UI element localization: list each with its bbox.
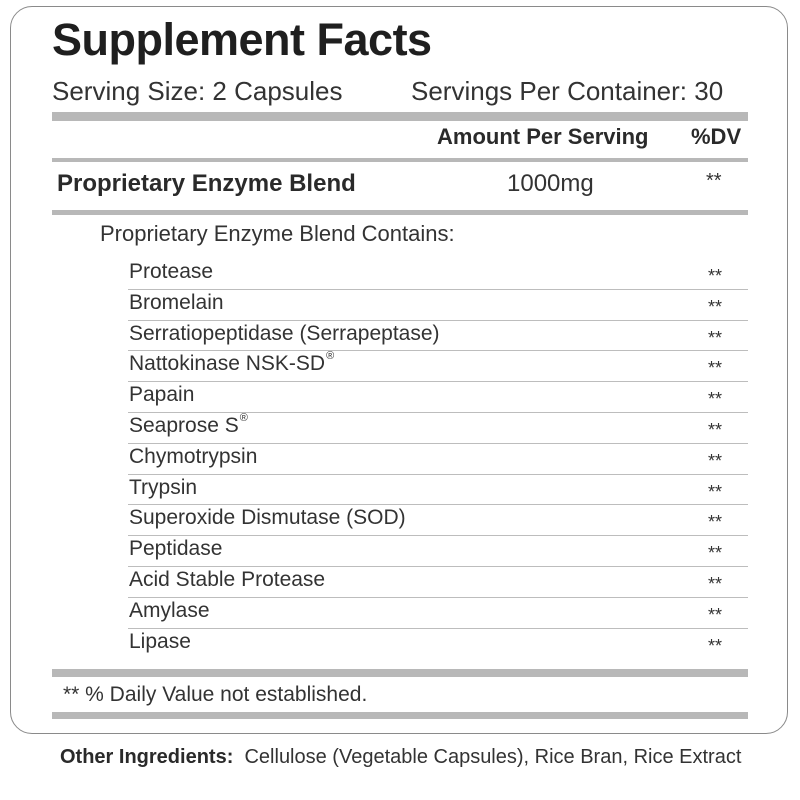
other-ingredients-text: Cellulose (Vegetable Capsules), Rice Bran, Rice Extract: [244, 746, 742, 768]
divider: [52, 210, 748, 215]
serving-size: Serving Size: 2 Capsules: [52, 76, 343, 106]
registered-mark: ®: [239, 411, 248, 424]
ingredient-name-text: Nattokinase NSK-SD: [129, 352, 326, 376]
ingredient-dv: **: [708, 450, 723, 471]
ingredient-name: [129, 291, 224, 315]
footnote: ** % Daily Value not established.: [63, 683, 368, 706]
ingredient-name: [129, 537, 222, 561]
ingredient-name-text: Seaprose S: [129, 413, 239, 437]
ingredient-dv: **: [708, 481, 723, 502]
ingredient-dv: **: [708, 389, 723, 410]
ingredient-name: [129, 260, 213, 284]
registered-mark: ®: [326, 350, 335, 363]
blend-amount: 1000mg: [507, 170, 594, 197]
servings-per-container: Servings Per Container: 30: [411, 76, 724, 106]
ingredient-row: [128, 351, 748, 382]
blend-dv: **: [706, 170, 722, 192]
page-title: Supplement Facts: [52, 14, 432, 65]
ingredient-name: [129, 383, 194, 407]
ingredient-dv: **: [708, 573, 723, 594]
ingredient-list: [128, 259, 748, 659]
ingredient-row: [128, 505, 748, 536]
ingredient-name: [129, 445, 257, 469]
ingredient-dv: **: [708, 635, 723, 656]
dv-header: %DV: [691, 124, 742, 149]
ingredient-row: [128, 475, 748, 506]
ingredient-name-text: Bromelain: [129, 290, 224, 314]
ingredient-row: [128, 259, 748, 290]
ingredient-name: [129, 599, 210, 623]
ingredient-name-text: Trypsin: [129, 475, 198, 499]
ingredient-name-text: Amylase: [129, 598, 210, 622]
ingredient-name-text: Peptidase: [129, 537, 223, 561]
ingredient-name: [129, 352, 334, 376]
ingredient-row: [128, 382, 748, 413]
ingredient-name-text: Serratiopeptidase (Serrapeptase): [129, 321, 440, 345]
ingredient-name: [129, 322, 440, 346]
ingredient-dv: **: [708, 419, 723, 440]
ingredient-name: [129, 476, 197, 500]
ingredient-name: [129, 568, 325, 592]
ingredient-dv: **: [708, 296, 723, 317]
ingredient-row: [128, 444, 748, 475]
ingredient-name-text: Papain: [129, 383, 195, 407]
ingredient-row: [128, 598, 748, 629]
ingredient-name-text: Superoxide Dismutase (SOD): [129, 506, 406, 530]
ingredient-name: [129, 506, 406, 530]
ingredient-name: [129, 411, 248, 438]
ingredient-dv: **: [708, 512, 723, 533]
ingredient-name: [129, 630, 191, 654]
amount-per-serving-header: Amount Per Serving: [437, 124, 649, 149]
ingredient-dv: **: [708, 266, 723, 286]
thick-divider: [52, 712, 748, 719]
divider: [52, 158, 748, 162]
ingredient-dv: **: [708, 327, 723, 348]
ingredient-name-text: Protease: [129, 260, 214, 283]
ingredient-dv: **: [708, 604, 723, 625]
other-ingredients-label: Other Ingredients:: [60, 746, 234, 768]
ingredient-row: [128, 321, 748, 352]
thick-divider: [52, 669, 748, 677]
ingredient-row: [128, 290, 748, 321]
ingredient-name-text: Chymotrypsin: [129, 444, 258, 468]
blend-name: Proprietary Enzyme Blend: [57, 170, 356, 197]
other-ingredients: [60, 742, 760, 773]
ingredient-row: [128, 567, 748, 598]
ingredient-row: [128, 629, 748, 660]
ingredient-row: [128, 413, 748, 444]
ingredient-dv: **: [708, 358, 723, 379]
ingredient-name-text: Lipase: [129, 629, 191, 653]
blend-contains-label: Proprietary Enzyme Blend Contains:: [100, 221, 455, 246]
ingredient-dv: **: [708, 543, 723, 564]
thick-divider: [52, 112, 748, 121]
ingredient-name-text: Acid Stable Protease: [129, 567, 326, 591]
ingredient-row: [128, 536, 748, 567]
